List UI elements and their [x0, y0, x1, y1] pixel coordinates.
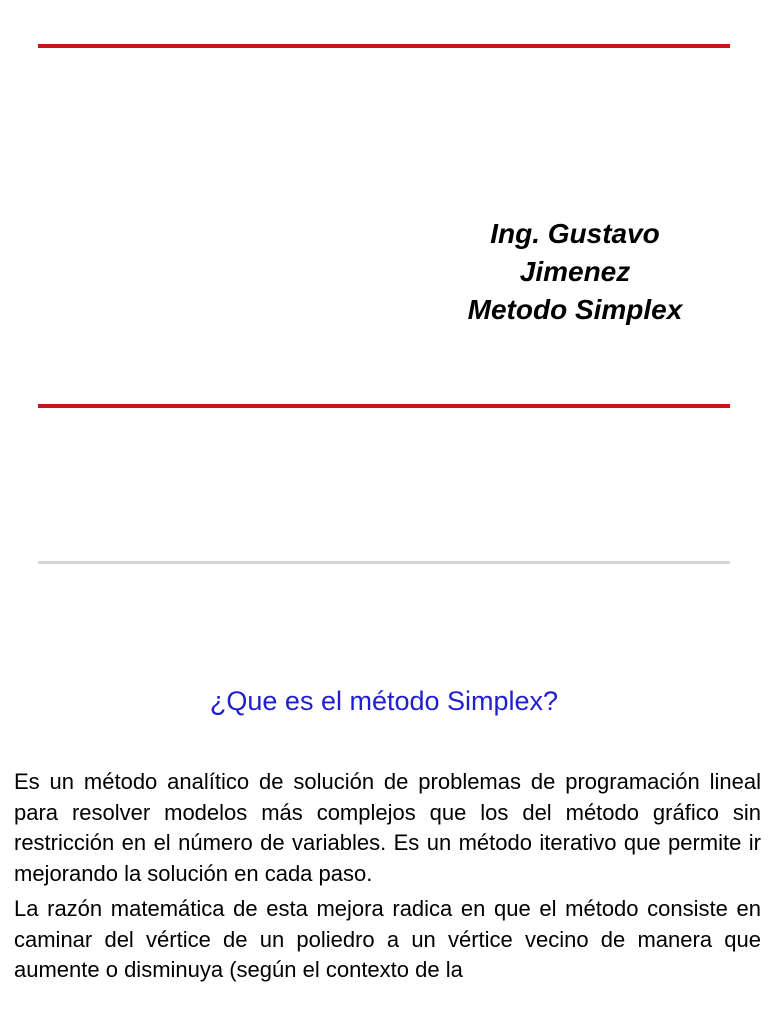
- cover-title: [420, 215, 730, 329]
- top-divider: [38, 44, 730, 48]
- paragraph-1: Es un método analítico de solución de problemas de programación lineal para resolver modelos más complejos que los del método gráfico sin restricción en el número de variables. Es un método iterativo que permite ir mejorando la solución en cada paso.: [14, 769, 761, 886]
- page-divider: [38, 561, 730, 564]
- subject-title: Metodo Simplex: [467, 294, 683, 325]
- author-name-line1: Ing. Gustavo: [490, 218, 660, 249]
- section-heading: ¿Que es el método Simplex?: [209, 686, 559, 716]
- author-name-line2: Jimenez: [519, 256, 631, 287]
- paragraph-2: La razón matemática de esta mejora radica en que el método consiste en caminar del vértice de un poliedro a un vértice vecino de manera que aumente o disminuya (según el contexto de la: [14, 896, 761, 982]
- section-body: [14, 767, 761, 991]
- middle-divider: [38, 404, 730, 408]
